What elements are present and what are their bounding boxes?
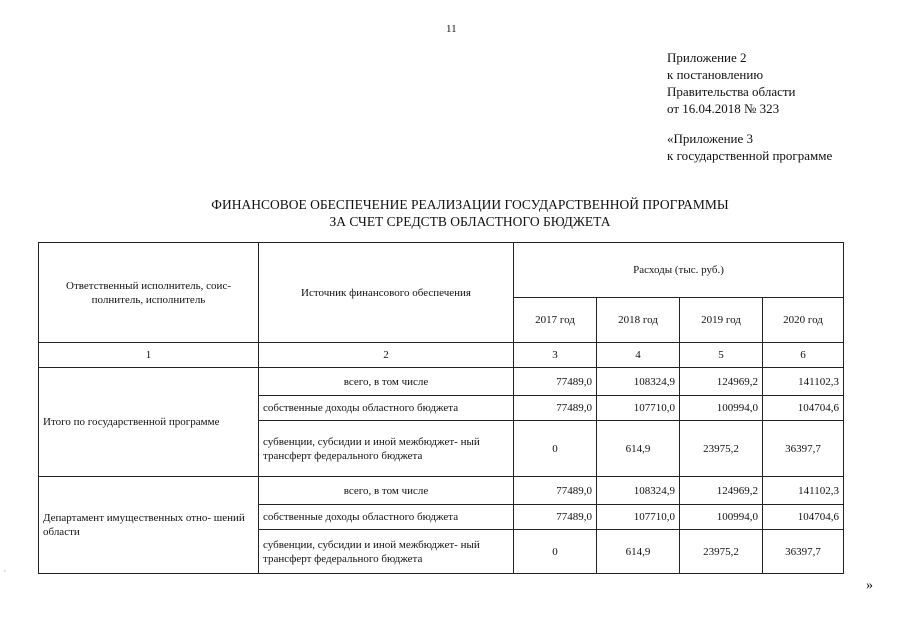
year-header: 2017 год [514, 298, 597, 343]
appendix-line: Приложение 2 [667, 50, 747, 65]
value-cell: 36397,7 [763, 530, 844, 574]
appendix-line: к постановлению [667, 67, 764, 82]
header-row [39, 243, 844, 298]
appendix-header [667, 49, 796, 117]
header-source: Источник финансового обеспечения [259, 243, 514, 343]
year-header: 2020 год [763, 298, 844, 343]
source-cell: собственные доходы областного бюджета [259, 505, 514, 530]
executor-cell: Департамент имущественных отно- шений области [39, 477, 259, 574]
value-cell: 107710,0 [597, 505, 680, 530]
value-cell: 100994,0 [680, 505, 763, 530]
header-expenses: Расходы (тыс. руб.) [514, 243, 844, 298]
appendix-line: к государственной программе [667, 148, 833, 163]
source-cell: субвенции, субсидии и иной межбюджет- ный трансферт федерального бюджета [259, 530, 514, 574]
value-cell: 77489,0 [514, 505, 597, 530]
page-number: 11 [446, 23, 457, 35]
column-number: 4 [597, 343, 680, 368]
appendix-line: Правительства области [667, 84, 796, 99]
executor-cell: Итого по государственной программе [39, 368, 259, 477]
document-title [150, 196, 790, 230]
value-cell: 77489,0 [514, 396, 597, 421]
year-header: 2018 год [597, 298, 680, 343]
value-cell: 36397,7 [763, 421, 844, 477]
value-cell: 77489,0 [514, 368, 597, 396]
scan-edge-mark: ‹ [4, 568, 6, 574]
value-cell: 104704,6 [763, 396, 844, 421]
value-cell: 614,9 [597, 421, 680, 477]
appendix-reference [667, 130, 832, 164]
column-numbers-row [39, 343, 844, 368]
title-line: ФИНАНСОВОЕ ОБЕСПЕЧЕНИЕ РЕАЛИЗАЦИИ ГОСУДАРСТВЕННОЙ ПРОГРАММЫ [211, 197, 729, 212]
appendix-line: от 16.04.2018 № 323 [667, 101, 780, 116]
value-cell: 0 [514, 421, 597, 477]
appendix-line: «Приложение 3 [667, 131, 754, 146]
column-number: 5 [680, 343, 763, 368]
table-row [39, 368, 844, 396]
source-cell: собственные доходы областного бюджета [259, 396, 514, 421]
financing-table [38, 242, 844, 574]
value-cell: 100994,0 [680, 396, 763, 421]
value-cell: 124969,2 [680, 477, 763, 505]
value-cell: 108324,9 [597, 368, 680, 396]
source-cell: всего, в том числе [259, 477, 514, 505]
column-number: 2 [259, 343, 514, 368]
value-cell: 77489,0 [514, 477, 597, 505]
source-cell: всего, в том числе [259, 368, 514, 396]
value-cell: 108324,9 [597, 477, 680, 505]
title-line: ЗА СЧЕТ СРЕДСТВ ОБЛАСТНОГО БЮДЖЕТА [329, 214, 611, 229]
column-number: 6 [763, 343, 844, 368]
column-number: 1 [39, 343, 259, 368]
column-number: 3 [514, 343, 597, 368]
header-executor: Ответственный исполнитель, соис- полнитель, исполнитель [39, 243, 259, 343]
closing-quote: » [866, 578, 873, 593]
value-cell: 141102,3 [763, 477, 844, 505]
year-header: 2019 год [680, 298, 763, 343]
value-cell: 104704,6 [763, 505, 844, 530]
value-cell: 23975,2 [680, 530, 763, 574]
value-cell: 0 [514, 530, 597, 574]
value-cell: 124969,2 [680, 368, 763, 396]
value-cell: 23975,2 [680, 421, 763, 477]
value-cell: 141102,3 [763, 368, 844, 396]
value-cell: 614,9 [597, 530, 680, 574]
source-cell: субвенции, субсидии и иной межбюджет- ный трансферт федерального бюджета [259, 421, 514, 477]
table-row [39, 477, 844, 505]
value-cell: 107710,0 [597, 396, 680, 421]
